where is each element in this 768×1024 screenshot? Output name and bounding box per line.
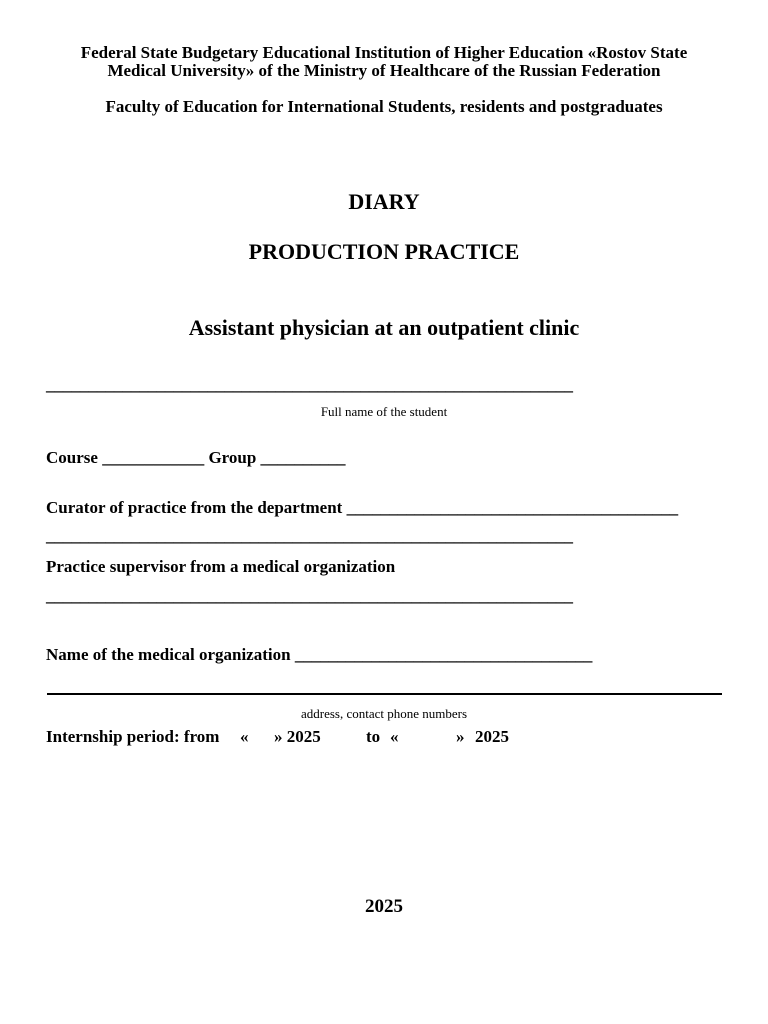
institution-line-1: Federal State Budgetary Educational Institution of Higher Education «Rostov State: [80, 43, 688, 62]
organization-address-line: [47, 693, 722, 695]
internship-period-label: Internship period: from: [46, 727, 220, 746]
course-group-field: Course ____________ Group __________: [46, 448, 346, 467]
organization-field: Name of the medical organization ___________________________________: [46, 645, 593, 664]
period-to-open-quote: «: [390, 727, 399, 746]
supervisor-line-2: ______________________________________________________________: [46, 586, 573, 605]
document-year: 2025: [365, 896, 403, 917]
organization-caption: address, contact phone numbers: [300, 706, 468, 721]
student-name-line: ______________________________________________________________: [46, 375, 573, 394]
supervisor-label: Practice supervisor from a medical organization: [46, 557, 396, 576]
period-to-close-quote: »: [456, 727, 465, 746]
period-to-label: to: [366, 727, 381, 746]
period-from-open-quote: «: [240, 727, 249, 746]
diary-title: DIARY: [348, 189, 420, 214]
period-from-close-year: » 2025: [274, 727, 321, 746]
curator-field: Curator of practice from the department _______________________________________: [46, 498, 679, 517]
period-to-year: 2025: [475, 727, 509, 746]
institution-line-2: Medical University» of the Ministry of Healthcare of the Russian Federation: [107, 61, 661, 80]
position-title: Assistant physician at an outpatient clinic: [188, 315, 580, 340]
faculty-line: Faculty of Education for International Students, residents and postgraduates: [105, 97, 663, 116]
student-name-caption: Full name of the student: [320, 404, 448, 419]
curator-line-2: ______________________________________________________________: [46, 526, 573, 545]
practice-title: PRODUCTION PRACTICE: [248, 239, 520, 264]
